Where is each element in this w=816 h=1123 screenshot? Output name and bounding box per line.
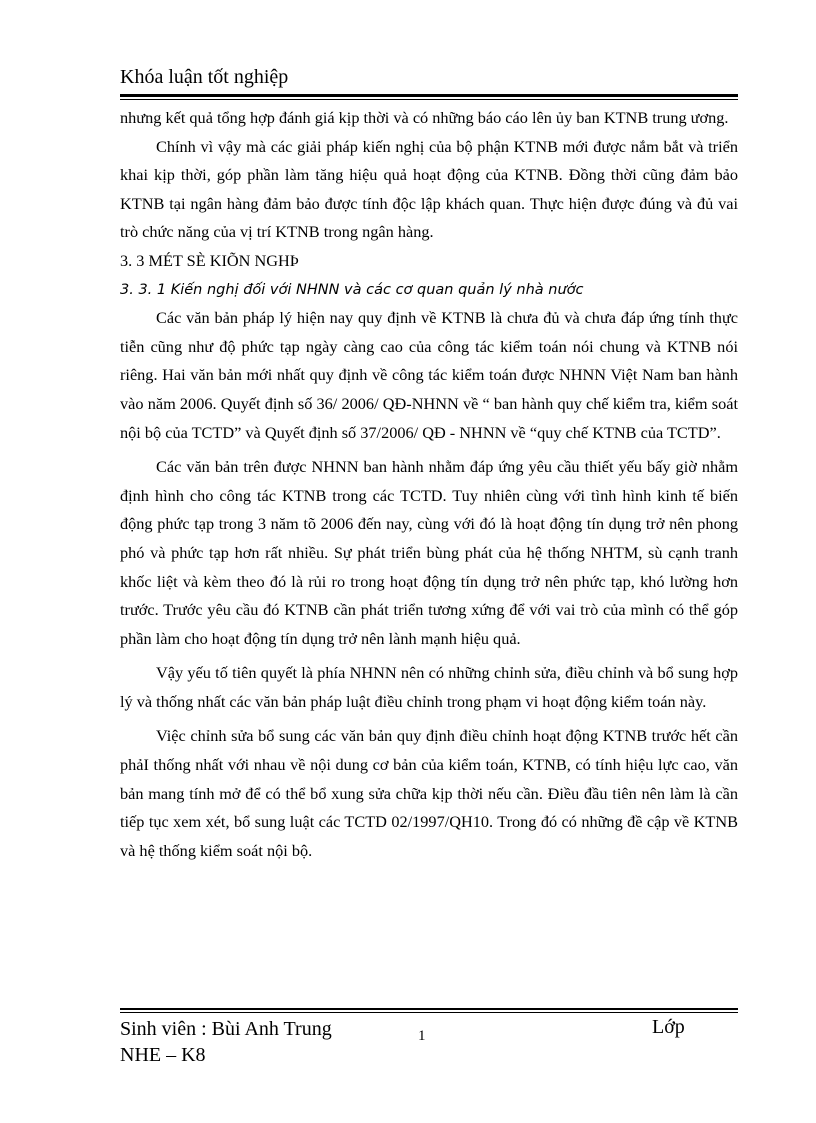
footer-student-info [120,1016,332,1068]
footer-rule-thick [120,1008,738,1010]
section-heading: 3. 3 MÉT SÈ KIÕN NGHÞ [120,250,299,270]
footer-class-label: Lớp [652,1016,685,1038]
footer-class-code: NHE – K8 [120,1044,206,1066]
footer-rule-thin [120,1012,738,1013]
footer-student-name: Sinh viên : Bùi Anh Trung [120,1018,332,1040]
document-body [120,104,738,865]
paragraph-4: Các văn bản trên được NHNN ban hành nhằm đáp ứng yêu cầu thiết yếu bấy giờ nhằm định hình cho công tác KTNB trong các TCTD. Tuy nhiên cùng với tình hình kinh tế biến động phức tạp trong 3 năm tõ 2006 đến nay, cùng với đó là hoạt động tín dụng trở nên phong phó và phức tạp hơn rất nhiều. Sự phát triển bùng phát của hệ thống NHTM, sù cạnh tranh khốc liệt và kèm theo đó là rủi ro trong hoạt động tín dụng trở nên phức tạp, khó lường hơn trước. Trước yêu cầu đó KTNB cần phát triển tương xứng để với vai trò của mình có thể góp phần làm cho hoạt động tín dụng trở nên lành mạnh hiệu quả. [120,457,738,648]
paragraph-2: Chính vì vậy mà các giải pháp kiến nghị của bộ phận KTNB mới được nắm bắt và triển khai kịp thời, góp phần làm tăng hiệu quả hoạt động của KTNB. Đồng thời cũng đảm bảo KTNB tại ngân hàng đảm bảo được tính độc lập khách quan. Thực hiện được đúng và đủ vai trò chức năng của vị trí KTNB trong ngân hàng. [120,136,738,242]
header-rule-thin [120,99,738,100]
subsection-heading: 3. 3. 1 Kiến nghị đối với NHNN và các cơ quan quản lý nhà nước [120,281,584,298]
paragraph-5: Vậy yếu tố tiên quyết là phía NHNN nên có những chỉnh sửa, điều chỉnh và bổ sung hợp lý và thống nhất các văn bản pháp luật điều chỉnh trong phạm vi hoạt động kiểm toán này. [120,663,738,711]
paragraph-3: Các văn bản pháp lý hiện nay quy định về KTNB là chưa đủ và chưa đáp ứng tính thực tiễn cũng như độ phức tạp ngày càng cao của công tác kiểm toán nói chung và KTNB nói riêng. Hai văn bản mới nhất quy định về công tác kiểm toán được NHNN Việt Nam ban hành vào năm 2006. Quyết định số 36/ 2006/ QĐ-NHNN về “ ban hành quy chế kiểm tra, kiểm soát nội bộ của TCTD” và Quyết định số 37/2006/ QĐ - NHNN về “quy chế KTNB của TCTD”. [120,308,738,442]
page-header-title: Khóa luận tốt nghiệp [120,66,289,88]
paragraph-6: Việc chỉnh sửa bổ sung các văn bản quy định điều chỉnh hoạt động KTNB trước hết cần phảI thống nhất với nhau về nội dung cơ bản của kiểm toán, KTNB, có tính hiệu lực cao, văn bản mang tính mở để có thể bổ xung sửa chữa kịp thời nếu cần. Điều đầu tiên nên làm là cần tiếp tục xem xét, bổ sung luật các TCTD 02/1997/QH10. Trong đó có những đề cập về KTNB và hệ thống kiểm soát nội bộ. [120,726,738,860]
paragraph-1: nhưng kết quả tổng hợp đánh giá kịp thời và có những báo cáo lên ủy ban KTNB trung ương. [120,108,729,127]
header-rule-thick [120,94,738,97]
page-number: 1 [418,1028,426,1044]
